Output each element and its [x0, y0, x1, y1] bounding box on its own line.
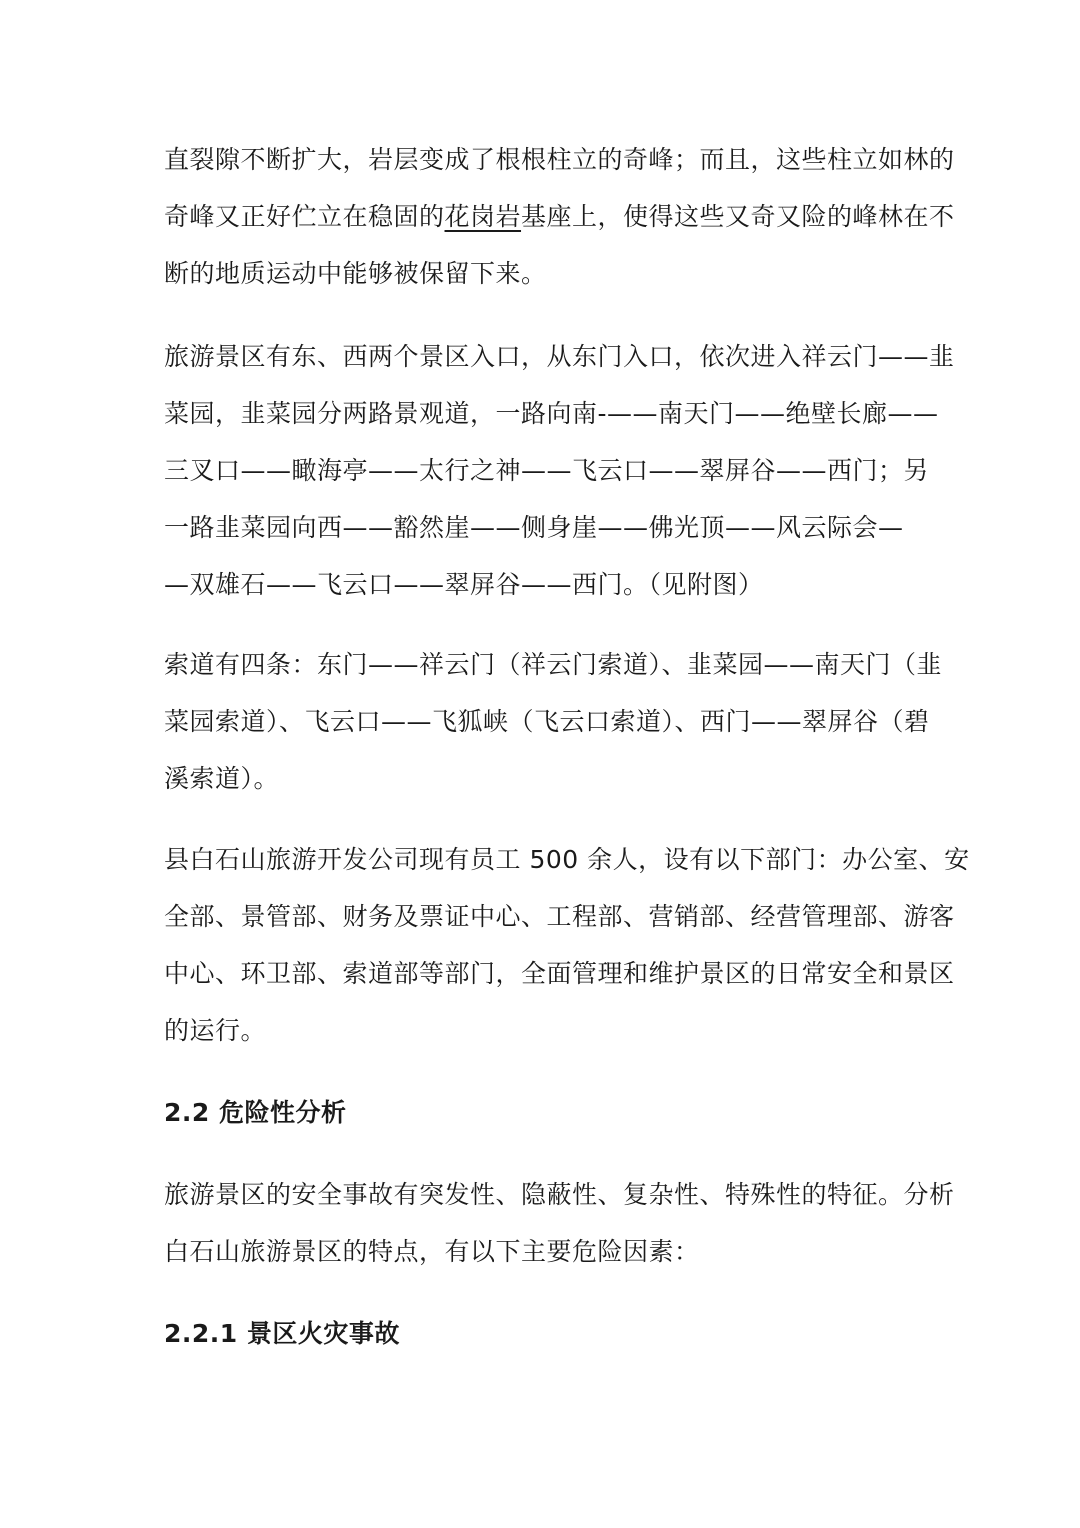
text-segment: 基座上，使得这些又奇又险的峰林在不: [521, 202, 955, 231]
paragraph-risk-analysis: [164, 1166, 955, 1280]
text-line: 全部、景管部、财务及票证中心、工程部、营销部、经营管理部、游客: [164, 902, 955, 931]
text-line: 中心、环卫部、索道部等部门，全面管理和维护景区的日常安全和景区: [164, 959, 955, 988]
paragraph-company-departments: [164, 831, 970, 1059]
text-line: 断的地质运动中能够被保留下来。: [164, 259, 547, 288]
paragraph-scenic-routes: [164, 328, 955, 613]
text-line: —双雄石——飞云口——翠屏谷——西门。（见附图）: [164, 570, 764, 599]
text-line: 一路韭菜园向西——豁然崖——侧身崖——佛光顶——风云际会—: [164, 513, 904, 542]
text-line: 白石山旅游景区的特点，有以下主要危险因素：: [164, 1237, 700, 1266]
section-heading-2-2: 2.2 危险性分析: [164, 1098, 347, 1127]
paragraph-cableways: [164, 636, 943, 807]
text-line: 直裂隙不断扩大，岩层变成了根根柱立的奇峰；而且，这些柱立如林的: [164, 145, 955, 174]
granite-term-link[interactable]: 花岗岩: [444, 202, 522, 231]
text-line: 三叉口——瞰海亭——太行之神——飞云口——翠屏谷——西门；另: [164, 456, 930, 485]
section-heading-2-2-1: 2.2.1 景区火灾事故: [164, 1319, 400, 1348]
text-line: 旅游景区的安全事故有突发性、隐蔽性、复杂性、特殊性的特征。分析: [164, 1180, 955, 1209]
paragraph-geology: [164, 131, 955, 302]
text-line: 菜园，韭菜园分两路景观道，一路向南-——南天门——绝壁长廊——: [164, 399, 939, 428]
text-line: 县白石山旅游开发公司现有员工 500 余人，设有以下部门：办公室、安: [164, 845, 970, 874]
text-segment: 奇峰又正好伫立在稳固的: [164, 202, 445, 231]
text-line: 旅游景区有东、西两个景区入口，从东门入口，依次进入祥云门——韭: [164, 342, 955, 371]
text-line: 菜园索道）、飞云口——飞狐峡（飞云口索道）、西门——翠屏谷（碧: [164, 707, 930, 736]
text-line: 索道有四条：东门——祥云门（祥云门索道）、韭菜园——南天门（韭: [164, 650, 943, 679]
text-line: [164, 188, 955, 245]
text-line: 的运行。: [164, 1016, 267, 1045]
text-line: 溪索道）。: [164, 764, 280, 793]
